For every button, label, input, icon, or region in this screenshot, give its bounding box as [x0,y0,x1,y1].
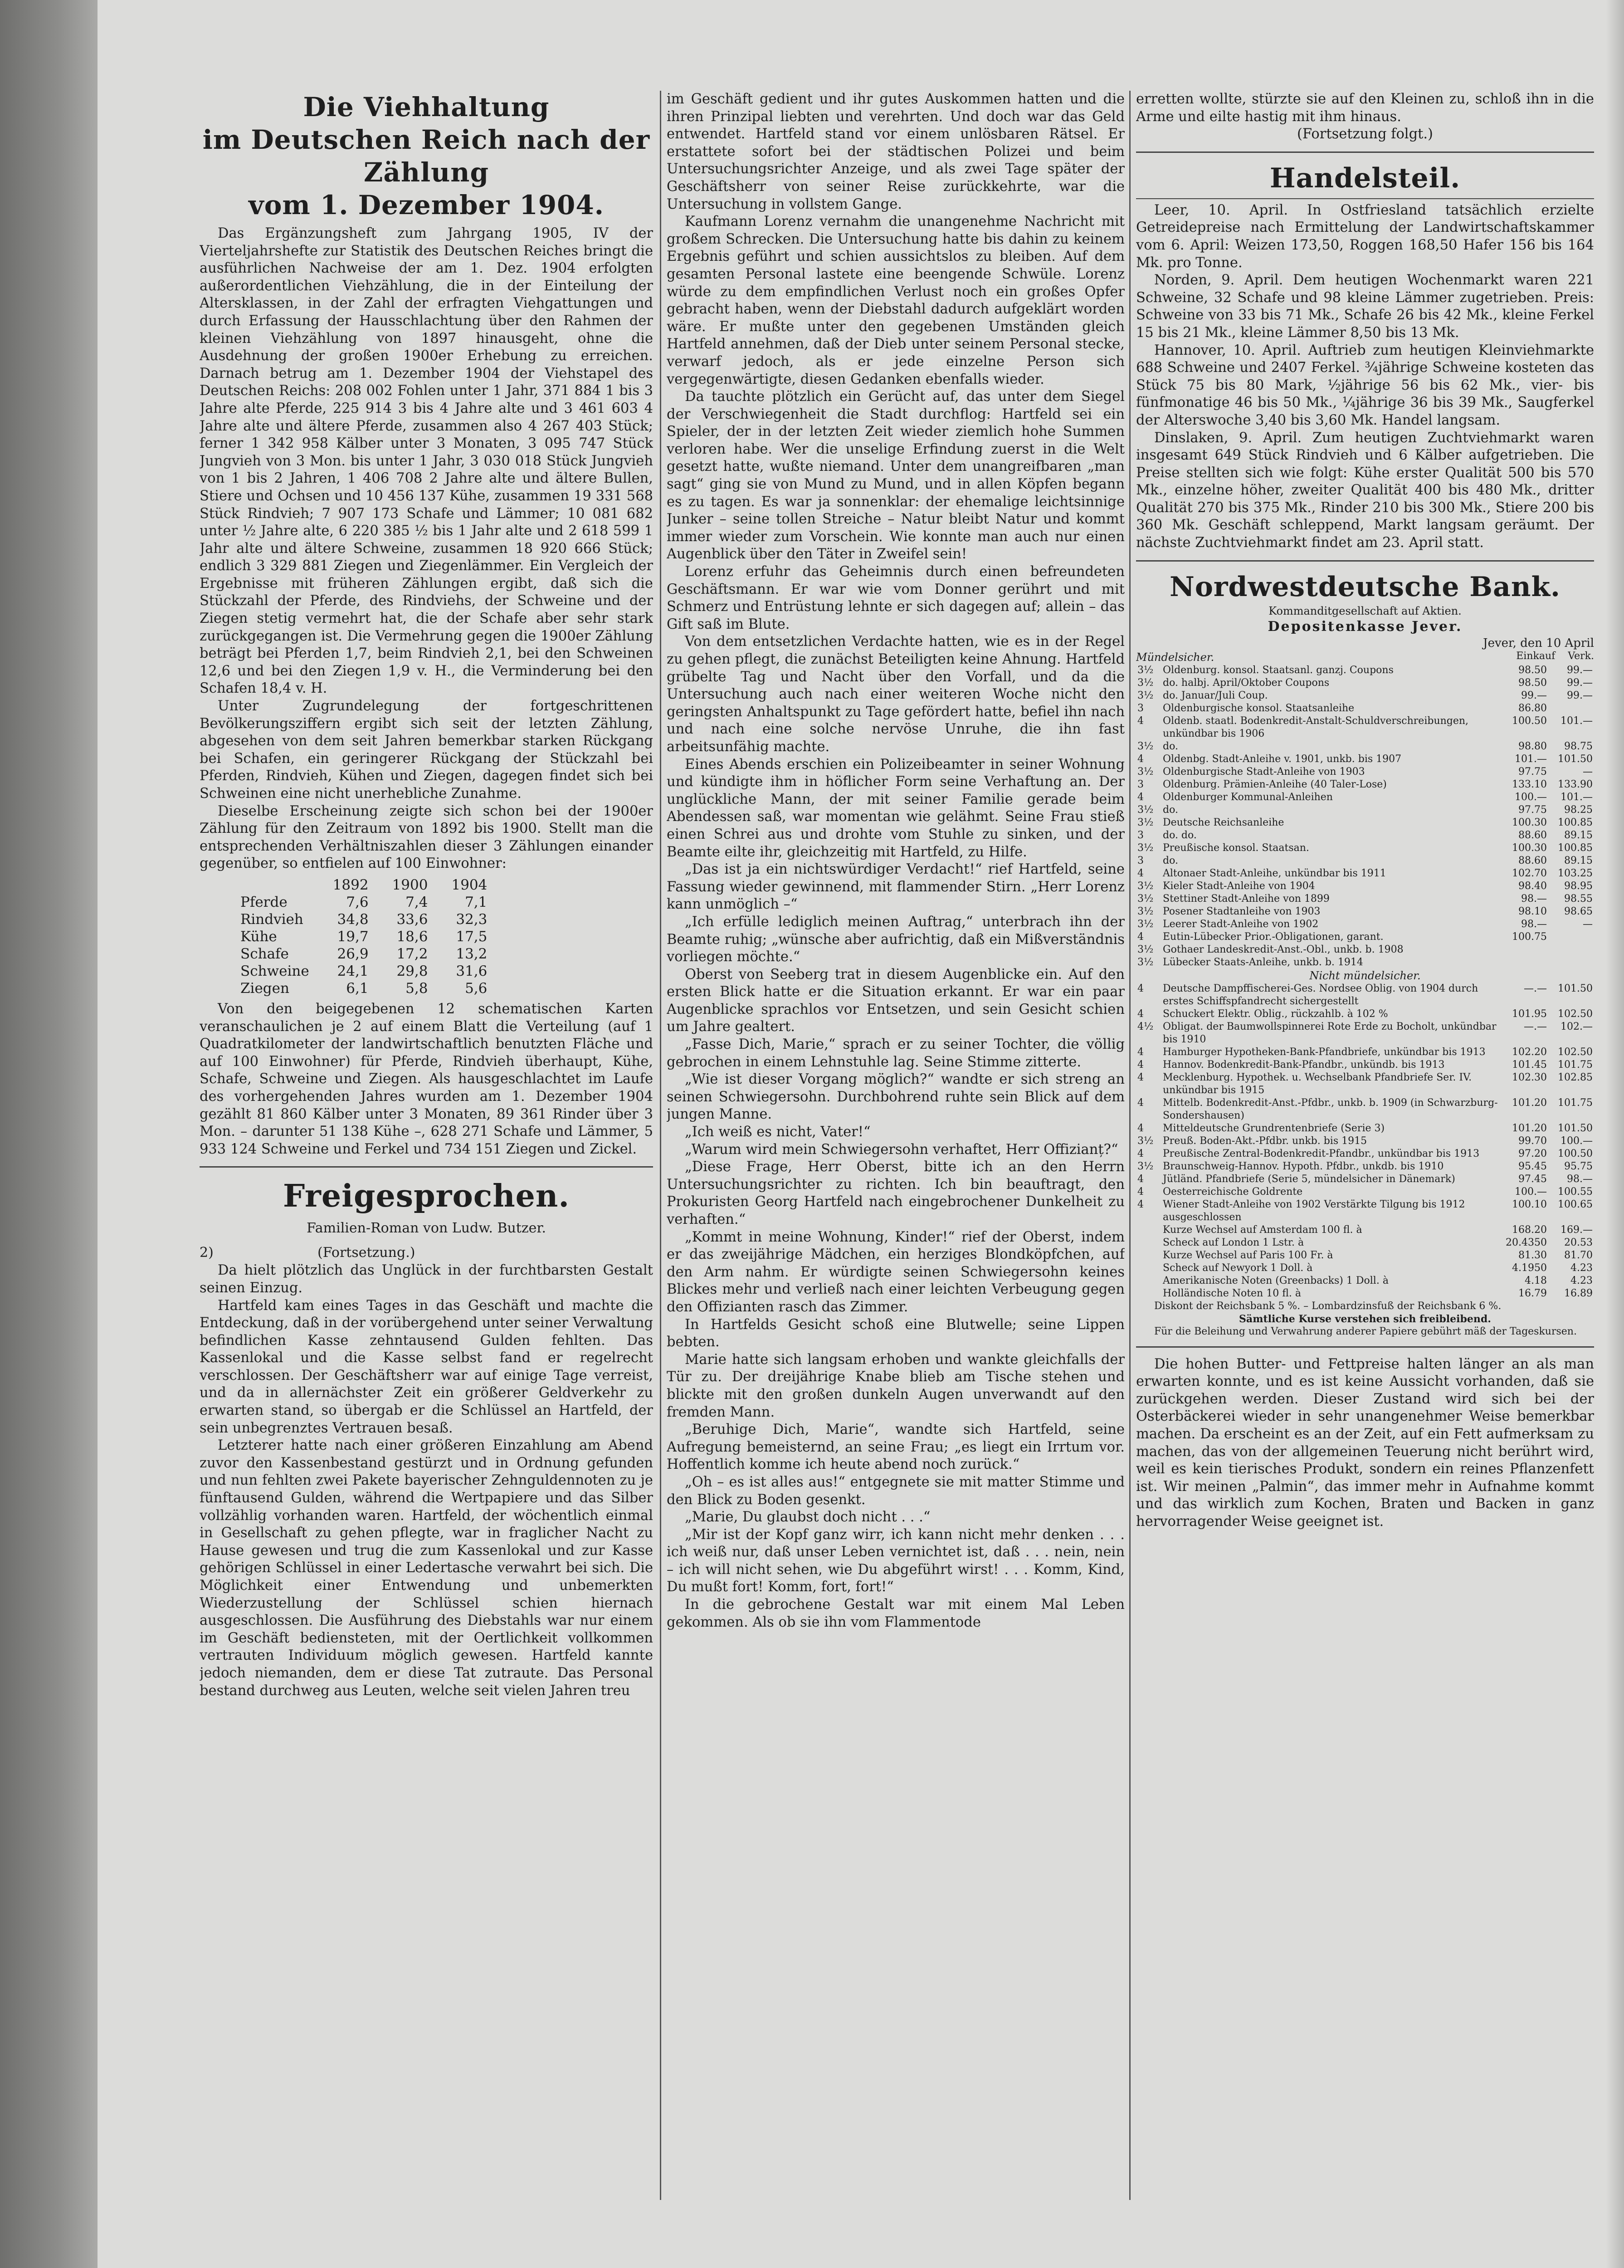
security-name: Oldenburger Kommunal-Anleihen [1163,791,1333,803]
buy-price: 4.1950 [1512,1262,1547,1274]
novel-paragraph: „Wie ist dieser Vorgang möglich?“ wandte er sich streng an seinen Schwiegersohn. Durchbohrend ruhte sein Blick auf dem jungen Manne. [667,1071,1125,1123]
sell-price: — [1583,918,1593,930]
section-divider [200,1166,653,1168]
buy-price: 4.18 [1525,1275,1547,1286]
table-row [1136,893,1594,905]
continuation-note: (Fortsetzung folgt.) [1297,126,1433,142]
table-row [1136,677,1594,689]
interest-rate: 3½ [1137,677,1154,689]
security-name: Eutin-Lübecker Prior.-Obligationen, garant. [1163,931,1384,943]
table-row: Ziegen 6,1 5,8 5,6 [240,980,488,997]
buy-price: 101.— [1515,753,1547,765]
butter-notice: Die hohen Butter- und Fettpreise halten länger an als man erwarten konnte, und es ist keine Aussicht vorhanden, daß sie zurückgehen werden. Dieser Zustand wird sich bei der Osterbäckerei wieder in sehr unangenehmer Weise bemerkbar machen. Da erscheint es an der Zeit, auf ein Fett aufmerksam zu machen, das von der allgemeinen Teuerung nicht berührt wird, weil es kein tierisches Produkt, sondern ein reines Pflanzenfett ist. Wir meinen „Palmin“, das immer mehr in Aufnahme kommt und das wirklich zum Kochen, Braten und Backen in ganz hervorragender Weise geeignet ist. [1136,1356,1594,1530]
market-report: Norden, 9. April. Dem heutigen Wochenmarkt waren 221 Schweine, 32 Schafe und 98 kleine Lämmer zugetrieben. Preis: Schweine von 33 bis 71 Mk., Schafe 26 bis 42 Mk., kleine Ferkel 15 bis 21 Mk., kleine Lämmer 8,50 bis 13 Mk. [1136,272,1594,341]
novel-installment-line [200,1244,653,1262]
sell-price: 102.50 [1558,1046,1593,1058]
table-row [1136,766,1594,778]
sell-price: 101.— [1561,791,1593,803]
novel-paragraph: Eines Abends erschien ein Polizeibeamter in seiner Wohnung und kündigte ihm in höflicher Form seine Verhaftung an. Der unglückliche Mann, der mit seiner Familie gerade beim Abendessen saß, war momentan wie gelähmt. Seine Frau stieß einen Schrei aus und drohte vom Stuhle zu sinken, und der Beamte eilte ihr, gleichzeitig mit Hartfeld, zu Hilfe. [667,756,1125,860]
table-row [1136,664,1594,677]
page-edge [1606,0,1624,2268]
interest-rate: 4 [1137,715,1144,727]
novel-paragraph: „Warum wird mein Schwiegersohn verhaftet, Herr Offizianț?“ [685,1141,1118,1158]
section-divider [1136,152,1594,153]
interest-rate [1136,1249,1161,1262]
table-row [1136,956,1594,969]
sell-price: 99.— [1567,664,1593,676]
interest-rate: 3½ [1137,905,1154,917]
security-name: Obligat. der Baumwollspinnerei Rote Erde zu Bocholt, unkündbar bis 1910 [1163,1021,1497,1045]
table-row [1136,855,1594,867]
novel-paragraph: Hartfeld kam eines Tages in das Geschäft und machte die Entdeckung, daß in der vorübergehend unter seiner Verwaltung befindlichen Kasse zehntausend Gulden fehlten. Das Kassenlokal und die Kasse selbst fand er regelrecht verschlossen. Der Geschäftsherr war auf einige Tage verreist, und da in allernächster Zeit ein größerer Geldverkehr zu erwarten stand, so übergab er die Schlüssel an Hartfeld, der sein unbegrenztes Vertrauen besaß. [200,1297,653,1436]
sell-price: 99.— [1567,689,1593,701]
security-name: Gothaer Landeskredit-Anst.-Obl., unkb. b. 1908 [1163,943,1404,955]
sell-price: 102.— [1561,1021,1593,1032]
buy-price: 97.45 [1518,1173,1547,1185]
interest-rate: 4 [1137,1186,1144,1198]
novel-paragraph: Da hielt plötzlich das Unglück in der furchtbarsten Gestalt seinen Einzug. [200,1262,653,1296]
handelsteil-title: Handelsteil. [1269,162,1461,194]
table-row [1136,1160,1594,1173]
buy-price: 86.80 [1518,702,1547,714]
buy-price: 133.10 [1512,778,1547,790]
security-name: Deutsche Reichsanleihe [1163,816,1284,828]
table-row: Kühe 19,7 18,6 17,5 [240,928,488,945]
table-row [1136,791,1594,804]
novel-paragraph: In die gebrochene Gestalt war mit einem Mal Leben gekommen. Als ob sie ihn vom Flammentode [667,1597,1125,1630]
interest-rate: 3½ [1137,816,1154,828]
securities-table [1136,664,1594,969]
table-year: 1892 [332,876,369,893]
buy-price: 100.30 [1512,842,1547,854]
table-row [1136,1186,1594,1198]
table-header-row [240,876,499,894]
novel-paragraph: „Das ist ja ein nichtswürdiger Verdacht!“ rief Hartfeld, seine Fassung wieder gewinnend, mit flammender Stirn. „Herr Lorenz kann unmöglich –“ [667,861,1125,913]
security-name: Kieler Stadt-Anleihe von 1904 [1163,880,1315,892]
market-report: Hannover, 10. April. Auftrieb zum heutigen Kleinviehmarkte 688 Schweine und 2407 Ferkel. ¾jährige Schweine kosteten das Stück 75 bis 80 Mark, ½jährige 56 bis 62 Mk., vier- bis fünfmonatige 46 bis 50 Mk., ¼jährige 36 bis 39 Mk., Saugferkel der Alterswoche 3,40 bis 3,60 Mk. Handel langsam. [1136,342,1594,428]
interest-rate: 4 [1137,791,1144,803]
buy-price: 102.70 [1512,867,1547,879]
interest-rate: 3½ [1137,664,1154,676]
security-name: Oldenb. staatl. Bodenkredit-Anstalt-Schuldverschreibungen, unkündbar bis 1906 [1163,715,1469,739]
securities-table [1136,982,1594,1224]
buy-price: 101.95 [1512,1008,1547,1020]
sell-price [1548,956,1594,969]
sell-price: 95.75 [1564,1160,1593,1172]
interest-rate [1136,1275,1161,1287]
security-name: Lübecker Staats-Anleihe, unkb. b. 1914 [1163,956,1363,968]
bank-footer: Diskont der Reichsbank 5 %. – Lombardzinsfuß der Reichsbank 6 %. [1154,1300,1502,1312]
interest-rate [1136,1262,1161,1275]
sell-price: 98.65 [1564,905,1593,917]
buy-price: 100.10 [1512,1198,1547,1210]
sell-price: 101.50 [1558,753,1593,765]
exchange-table [1136,1224,1594,1300]
sell-price: 100.55 [1558,1186,1593,1198]
buy-price: 81.30 [1518,1249,1547,1261]
sell-price: 101.75 [1558,1059,1593,1070]
buy-price: 88.60 [1518,829,1547,841]
novel-paragraph: im Geschäft gedient und ihr gutes Auskommen hatten und die ihren Prinzipal liebten und verehrten. Und doch war das Geld entwendet. Hartfeld stand vor einem unlösbaren Rätsel. Er erstattete sofort bei der städtischen Polizei und beim Untersuchungsrichter Anzeige, und als zwei Tage später der Geschäftsherr von seiner Reise zurückkehrte, war die Untersuchung in vollstem Gange. [667,91,1125,212]
sell-price: 4.23 [1570,1262,1593,1274]
table-row [1136,982,1594,1008]
security-name: Oldenburg. Prämien-Anleihe (40 Taler-Lose) [1163,778,1387,790]
article-paragraph: Von den beigegebenen 12 schematischen Karten veranschaulichen je 2 auf einem Blatt die Verteilung (auf 1 Quadratkilometer der landwirtschaftlich benutzten Fläche und auf 100 Einwohner) für Pferde, Rindvieh überhaupt, Kühe, Schafe, Schweine und Ziegen. Als hausgeschlachtet im Laufe des vorhergehenden Jahres wurden am 1. Dezember 1904 gezählt 81 860 Kälber unter 3 Monaten, 89 361 Rinder über 3 Mon. – darunter 51 138 Kühe –, 628 271 Schafe und Lämmer, 5 933 124 Schweine und Ferkel und 734 151 Ziegen und Zickel. [200,1001,653,1157]
interest-rate: 4 [1137,982,1144,994]
security-name: Scheck auf London 1 Lstr. à [1163,1237,1304,1248]
security-name: Mecklenburg. Hypothek. u. Wechselbank Pfandbriefe Ser. IV. unkündbar bis 1915 [1163,1071,1472,1096]
interest-rate: 3 [1137,778,1144,790]
installment-continued: (Fortsetzung.) [317,1245,415,1261]
buy-price: 99.70 [1518,1135,1547,1147]
article-title-line-2: im Deutschen Reich nach der Zählung [202,124,650,188]
sell-price: 98.75 [1564,740,1593,752]
column-3 [1136,91,1594,2245]
security-name: do. [1163,855,1178,866]
security-name: Deutsche Dampffischerei-Ges. Nordsee Oblig. von 1904 durch erstes Schiffspfandrecht sichergestellt [1163,982,1478,1007]
table-row [1136,1071,1594,1097]
novel-paragraph: Letzterer hatte nach einer größeren Einzahlung am Abend zuvor den Kassenbestand gestürzt und in Ordnung gefunden und nun fehlten zwei Pakete bayerischer Zehnguldennoten zu je fünftausend Gulden, während die Wertpapiere und das Silber vollzählig vorhanden waren. Hartfeld, der wöchentlich einmal in Gesellschaft zu gehen pflegte, war in fraglicher Nacht zu Hause gewesen und trug die zum Kassenlokal und zur Kasse gehörigen Schlüssel in einer Ledertasche verwahrt bei sich. Die Möglichkeit einer Entwendung und unbemerkten Wiederzustellung der Schlüssel schien hiernach ausgeschlossen. Die Ausführung des Diebstahls war nur einem im Geschäft bediensteten, mit der Oertlichkeit vollkommen vertrauten Individuum möglich gewesen. Hartfeld kannte jedoch niemanden, dem er diese Tat zutraute. Das Personal bestand durchweg aus Leuten, welche seit vielen Jahren treu [200,1437,653,1699]
table-row [1136,1059,1594,1071]
buy-price: 98.80 [1518,740,1547,752]
security-name: Oesterreichische Goldrente [1163,1186,1303,1198]
sell-price [1548,943,1594,956]
security-name: Mitteldeutsche Grundrentenbriefe (Serie 3) [1163,1122,1385,1134]
interest-rate: 3½ [1137,918,1154,930]
interest-rate: 4 [1137,1046,1144,1058]
buy-price [1502,943,1548,956]
table-row: Rindvieh 34,8 33,6 32,3 [240,911,488,928]
section-label: Nicht mündelsicher. [1309,969,1421,982]
table-row [1136,1008,1594,1021]
novel-paragraph: „Diese Frage, Herr Oberst, bitte ich an den Herrn Untersuchungsrichter zu richten. Ich bin beauftragt, den Prokuristen Georg Hartfeld nach eingebrochener Dunkelheit zu verhaften.“ [667,1159,1125,1227]
table-row [1136,1287,1594,1300]
security-name: Holländische Noten 10 fl. à [1163,1287,1301,1299]
market-report: Leer, 10. April. In Ostfriesland tatsächlich erzielte Getreidepreise nach Ermittelung der Landwirtschaftskammer vom 6. April: Weizen 173,50, Roggen 168,50 Hafer 156 bis 164 Mk. pro Tonne. [1136,202,1594,271]
section-label: Mündelsicher. [1136,650,1214,664]
novel-paragraph: „Ich weiß es nicht, Vater!“ [685,1124,871,1140]
interest-rate: 3½ [1137,1160,1154,1172]
security-name: Preuß. Boden-Akt.-Pfdbr. unkb. bis 1915 [1163,1135,1367,1147]
novel-paragraph: „Fasse Dich, Marie,“ sprach er zu seiner Tochter, die völlig gebrochen in einem Lehnstuhle lag. Seine Stimme zitterte. [667,1036,1125,1070]
table-row [1136,1275,1594,1287]
sell-price: 169.— [1561,1224,1593,1236]
interest-rate: 3 [1137,702,1144,714]
column-2 [667,91,1125,2245]
table-row [1136,1046,1594,1059]
novel-paragraph: In Hartfelds Gesicht schoß eine Blutwelle; seine Lippen bebten. [667,1316,1125,1350]
sell-price: 100.65 [1558,1198,1593,1210]
sell-price [1548,702,1594,715]
table-row [1136,1173,1594,1186]
market-report: Dinslaken, 9. April. Zum heutigen Zuchtviehmarkt waren insgesamt 649 Stück Rindvieh und 6 Kälber aufgetrieben. Die Preise stellten sich wie folgt: Kühe erster Qualität 500 bis 570 Mk., einzelne höher, zweiter Qualität 400 bis 480 Mk., dritter Qualität 270 bis 375 Mk., Rinder 210 bis 300 Mk., Stiere 200 bis 360 Mk. Geschäft schleppend, Markt langsam geräumt. Der nächste Zuchtviehmarkt findet am 23. April statt. [1136,430,1594,551]
security-name: Hamburger Hypotheken-Bank-Pfandbriefe, unkündbar bis 1913 [1163,1046,1486,1058]
column-header-labels [1516,650,1594,664]
col-verkauf: Verk. [1568,650,1594,662]
table-row [1136,715,1594,740]
article-paragraph: Unter Zugrundelegung der fortgeschrittenen Bevölkerungsziffern ergibt sich seit der letzten Zählung, abgesehen von dem seit Jahren bemerkbar starken Rückgang bei Schafen, ein geringerer Rückgang der Stückzahl bei Pferden, Rindvieh, Kühen und Ziegen, dagegen findet sich bei Schweinen eine nicht unerhebliche Zunahme. [200,698,653,802]
buy-price: —.— [1524,1021,1547,1032]
sell-price: 102.50 [1558,1008,1593,1020]
sell-price: 101.— [1561,715,1593,727]
bank-footer: Sämtliche Kurse verstehen sich freibleibend. [1239,1313,1491,1325]
buy-price: 98.— [1521,918,1547,930]
buy-price: 97.20 [1518,1148,1547,1159]
novel-paragraph: „Ich erfülle lediglich meinen Auftrag,“ unterbrach ihn der Beamte ruhig; „wünsche aber aufrichtig, daß ein Mißverständnis vorliegen möchte.“ [667,914,1125,965]
interest-rate: 4 [1137,1008,1144,1020]
buy-price [1502,956,1548,969]
novel-paragraph: „Marie, Du glaubst doch nicht . . .“ [685,1509,931,1525]
table-row [1136,931,1594,943]
security-name: Oldenburgische Stadt-Anleihe von 1903 [1163,766,1365,777]
security-name: Preußische konsol. Staatsan. [1163,842,1309,854]
buy-price: 101.20 [1512,1122,1547,1134]
table-row [1136,829,1594,842]
table-row [1136,778,1594,791]
buy-price: 98.— [1521,893,1547,904]
interest-rate: 3½ [1137,804,1154,816]
buy-price: 16.79 [1518,1287,1547,1299]
sell-price: 4.23 [1570,1275,1593,1286]
table-row [1136,1021,1594,1046]
sell-price: 133.90 [1558,778,1593,790]
table-year: 1904 [451,876,488,893]
interest-rate [1136,1287,1161,1300]
security-name: Kurze Wechsel auf Amsterdam 100 fl. à [1163,1224,1362,1236]
section-divider [1136,1346,1594,1348]
article-paragraph: Das Ergänzungsheft zum Jahrgang 1905, IV der Vierteljahrshefte zur Statistik des Deutschen Reiches bringt die ausführlichen Nachweise der am 1. Dez. 1904 erfolgten außerordentlichen Viehzählung, die in der Einteilung der Altersklassen, in der Zahl der erfragten Viehgattungen und durch Erfassung der Hausschlachtung über den Rahmen der kleinen Viehzählung von 1897 hinausgeht, ohne die Ausdehnung der großen 1900er Erhebung zu erreichen. Darnach betrug am 1. Dezember 1904 der Viehstapel des Deutschen Reichs: 208 002 Fohlen unter 1 Jahr, 371 884 1 bis 3 Jahre alte Pferde, 225 914 3 bis 4 Jahre alte und 3 461 603 4 Jahre alte und ältere Pferde, zusammen also 4 267 403 Stück; ferner 1 342 958 Kälber unter 3 Monaten, 3 095 747 Stück Jungvieh von 3 Mon. bis unter 1 Jahr, 3 030 018 Stück Jungvieh von 1 bis 2 Jahren, 1 406 708 2 Jahre alte und ältere Bullen, Stiere und Ochsen und 10 456 137 Kühe, zusammen 19 331 568 Stück Rindvieh; 7 907 173 Schafe und Lämmer; 10 081 682 unter ½ Jahre alte, 6 220 385 ½ bis 1 Jahr alte und 2 618 599 1 Jahr alte und ältere Schweine, zusammen 18 920 666 Stück; endlich 3 329 881 Ziegen und Ziegenlämmer. Ein Vergleich der Ergebnisse mit früheren Zählungen ergibt, daß sich die Stückzahl der Pferde, des Rindviehs, der Schweine und der Ziegen stetig vermehrt hat, die der Schafe aber sehr stark zurückgegangen ist. Die Vermehrung gegen die 1900er Zählung beträgt bei Pferden 1,7, beim Rindvieh 2,1, bei den Schweinen 12,6 und bei den Ziegen 1,9 v. H., die Verminderung bei den Schafen 18,4 v. H. [200,225,653,697]
sell-price: 81.70 [1564,1249,1593,1261]
buy-price: 88.60 [1518,855,1547,866]
security-name: Preußische Zentral-Bodenkredit-Pfandbr., unkündbar bis 1913 [1163,1148,1480,1159]
table-row [1136,689,1594,702]
security-name: do. [1163,804,1178,816]
bank-office: Depositenkasse Jever. [1268,618,1463,635]
sell-price: 89.15 [1564,855,1593,866]
novel-paragraph: Oberst von Seeberg trat in diesem Augenblicke ein. Auf den ersten Blick hatte er die Situation erkannt. Er war ein paar Augenblicke sprachlos vor Entsetzen, und sein Gesicht schien um Jahre gealtert. [667,966,1125,1035]
interest-rate: 3½ [1137,766,1154,777]
buy-price: 100.50 [1512,715,1547,727]
sell-price: 103.25 [1558,867,1593,879]
interest-rate: 3½ [1137,842,1154,854]
buy-price: 100.75 [1512,931,1547,943]
column-rule [1129,91,1131,2200]
interest-rate: 4 [1137,1059,1144,1070]
section-divider [1136,198,1594,199]
interest-rate: 4 [1137,1071,1144,1083]
table-row: Pferde 7,6 7,4 7,1 [240,894,488,910]
security-name: do. do. [1163,829,1197,841]
sell-price: 101.50 [1558,1122,1593,1134]
table-row [1136,1249,1594,1262]
interest-rate [1136,1237,1161,1249]
sell-price: 102.85 [1558,1071,1593,1083]
sell-price: 98.95 [1564,880,1593,892]
interest-rate: 3 [1137,829,1144,841]
sell-price: 100.50 [1558,1148,1593,1159]
security-name: Hannov. Bodenkredit-Bank-Pfandbr., unkündb. bis 1913 [1163,1059,1445,1070]
table-row [1136,702,1594,715]
security-name: Kurze Wechsel auf Paris 100 Fr. à [1163,1249,1333,1261]
buy-price: 99.— [1521,689,1547,701]
interest-rate [1136,1224,1161,1237]
table-row [1136,1148,1594,1160]
table-row [1136,880,1594,893]
table-row [1136,842,1594,855]
table-row [1136,867,1594,880]
buy-price: 102.30 [1512,1071,1547,1083]
buy-price: 97.75 [1518,804,1547,816]
table-row [1136,1198,1594,1224]
security-name: Braunschweig-Hannov. Hypoth. Pfdbr., unkdb. bis 1910 [1163,1160,1444,1172]
interest-rate: 4 [1137,1198,1144,1210]
article-title-line-3: vom 1. Dezember 1904. [249,190,604,220]
sell-price: 98.55 [1564,893,1593,904]
buy-price: 95.45 [1518,1160,1547,1172]
interest-rate: 4 [1137,931,1144,943]
novel-paragraph: „Oh – es ist alles aus!“ entgegnete sie mit matter Stimme und den Blick zu Boden gesenkt. [667,1474,1125,1508]
table-row [1136,740,1594,753]
sell-price: — [1583,766,1593,777]
table-row: Schafe 26,9 17,2 13,2 [240,945,488,962]
interest-rate: 4 [1137,867,1144,879]
buy-price: 101.20 [1512,1097,1547,1109]
novel-paragraph: „Kommt in meine Wohnung, Kinder!“ rief der Oberst, indem er das zweijährige Mädchen, ein herziges Blondköpfchen, auf den Arm nahm. Er würdigte seinen Schwiegersohn keines Blickes mehr und verließ nach einer leichten Verbeugung gegen den Offizianten rasch das Zimmer. [667,1229,1125,1315]
livestock-ratio-table [240,876,499,997]
security-name: Altonaer Stadt-Anleihe, unkündbar bis 1911 [1163,867,1386,879]
novel-paragraph: Lorenz erfuhr das Geheimnis durch einen befreundeten Geschäftsmann. Er war wie vom Donner gerührt und mit Schmerz und Entrüstung lehnte er sich dagegen auf; allein – das Gift saß im Blute. [667,564,1125,632]
interest-rate: 3½ [1137,689,1154,701]
sell-price: 99.— [1567,677,1593,689]
table-row: Schweine 24,1 29,8 31,6 [240,963,488,979]
sell-price: 16.89 [1564,1287,1593,1299]
bank-title: Nordwestdeutsche Bank. [1170,571,1561,603]
buy-price: 98.50 [1518,664,1547,676]
buy-price: 101.45 [1512,1059,1547,1070]
table-row [1136,905,1594,918]
column-rule [660,91,661,2200]
table-row [1136,1135,1594,1148]
security-name: Amerikanische Noten (Greenbacks) 1 Doll. à [1163,1275,1389,1286]
security-name: do. [1163,740,1178,752]
installment-number: 2) [200,1245,214,1261]
buy-price: 100.30 [1512,816,1547,828]
table-row [1136,943,1594,956]
interest-rate: 3 [1137,855,1144,866]
novel-paragraph: Da tauchte plötzlich ein Gerücht auf, das unter dem Siegel der Verschwiegenheit die Stadt durchflog: Hartfeld sei ein Spieler, der in der letzten Zeit wieder ziemlich hohe Summen verloren habe. Wer die unselige Erfindung zuerst in die Welt gesetzt hatte, wußte niemand. Unter dem unangreifbaren „man sagt“ ging sie von Mund zu Mund, und in allen Köpfen begann es zu tagen. Es war ja sonnenklar: der ehemalige leichtsinnige Junker – seine tollen Streiche – Natur bleibt Natur und kommt immer wieder zum Vorschein. Wie konnte man auch nur einen Augenblick über den Täter in Zweifel sein! [667,389,1125,562]
buy-price: 97.75 [1518,766,1547,777]
table-row [1136,1237,1594,1249]
buy-price: 102.20 [1512,1046,1547,1058]
buy-price: 98.50 [1518,677,1547,689]
article-paragraph: Dieselbe Erscheinung zeigte sich schon bei der 1900er Zählung für den Zeitraum von 1892 bis 1900. Stellt man die entsprechenden Verhältniszahlen dieser 3 Zählungen einander gegenüber, so entfielen auf 100 Einwohner: [200,803,653,872]
buy-price: 100.— [1515,1186,1547,1198]
novel-paragraph: Von dem entsetzlichen Verdachte hatten, wie es in der Regel zu gehen pflegt, die zunächst Beteiligten keine Ahnung. Hartfeld grübelte Tag und Nacht über den Vorfall, und da die Untersuchung auch nach einer weiteren Woche nicht den geringsten Anhaltspunkt zu Tage gefördert hatte, befiel ihn nach und nach eine solche nervöse Unruhe, die ihn fast arbeitsunfähig machte. [667,634,1125,755]
sell-price: 101.75 [1558,1097,1593,1109]
interest-rate: 4 [1137,1097,1144,1109]
table-row [1136,1122,1594,1135]
section-divider [1136,560,1594,562]
sell-price: 89.15 [1564,829,1593,841]
table-year: 1900 [392,876,428,893]
novel-paragraph: Marie hatte sich langsam erhoben und wankte gleichfalls der Tür zu. Der dreijährige Knabe blieb am Tische stehen und blickte mit den großen dunkeln Augen unverwandt auf den fremden Mann. [667,1351,1125,1420]
sell-price: 100.85 [1558,842,1593,854]
novel-paragraph: erretten wollte, stürzte sie auf den Kleinen zu, schloß ihn in die Arme und eilte hastig mit ihm hinaus. [1136,91,1594,125]
table-row [1136,1224,1594,1237]
bank-date: Jever, den 10 April [1483,636,1594,650]
security-name: Oldenbg. Stadt-Anleihe v. 1901, unkb. bis 1907 [1163,753,1402,765]
bank-column-header [1136,650,1594,664]
security-name: Schuckert Elektr. Oblig., rückzahlb. à 102 % [1163,1008,1388,1020]
interest-rate: 4 [1137,1122,1144,1134]
buy-price: 98.40 [1518,880,1547,892]
col-einkauf: Einkauf [1516,650,1556,662]
sell-price: 101.50 [1558,982,1593,994]
sell-price: 100.85 [1558,816,1593,828]
security-name: Wiener Stadt-Anleihe von 1902 Verstärkte Tilgung bis 1912 ausgeschlossen [1163,1198,1465,1223]
buy-price: 168.20 [1512,1224,1547,1236]
security-name: Oldenburg. konsol. Staatsanl. ganzj. Coupons [1163,664,1394,676]
scan-margin [0,0,98,2268]
novel-paragraph: „Beruhige Dich, Marie“, wandte sich Hartfeld, seine Aufregung bemeisternd, an seine Frau; „es liegt ein Irrtum vor. Hoffentlich komme ich heute abend noch zurück.“ [667,1422,1125,1473]
buy-price: 100.— [1515,791,1547,803]
bank-footer: Für die Beleihung und Verwahrung anderer Papiere gebührt mäß der Tageskursen. [1154,1325,1577,1337]
buy-price: 98.10 [1518,905,1547,917]
table-row [1136,804,1594,816]
interest-rate: 3½ [1137,880,1154,892]
interest-rate: 3½ [1137,893,1154,904]
article-title-line-1: Die Viehhaltung [303,92,550,122]
security-name: Leerer Stadt-Anleihe von 1902 [1163,918,1319,930]
security-name: do. halbj. April/Oktober Coupons [1163,677,1330,689]
table-row [1136,1262,1594,1275]
security-name: Mittelb. Bodenkredit-Anst.-Pfdbr., unkb. b. 1909 (in Schwarzburg-Sondershausen) [1163,1097,1498,1121]
sell-price: 100.— [1561,1135,1593,1147]
sell-price: 98.— [1567,1173,1593,1185]
table-row [1136,753,1594,766]
security-name: Jütländ. Pfandbriefe (Serie 5, mündelsicher in Dänemark) [1163,1173,1455,1185]
novel-subtitle: Familien-Roman von Ludw. Butzer. [306,1220,546,1237]
security-name: Stettiner Stadt-Anleihe von 1899 [1163,893,1330,904]
table-row [1136,816,1594,829]
table-row [1136,918,1594,931]
column-1 [200,91,653,2245]
interest-rate: 4 [1137,1148,1144,1159]
interest-rate: 3½ [1137,943,1154,955]
novel-paragraph: „Mir ist der Kopf ganz wirr, ich kann nicht mehr denken . . . ich weiß nur, daß unser Leben vernichtet ist, daß . . . nein, nein – ich will nicht sehen, wie Du abgeführt wirst! . . . Komm, Kind, Du mußt fort! Komm, fort, fort!“ [667,1526,1125,1595]
sell-price: 20.53 [1564,1237,1593,1248]
interest-rate: 3½ [1137,956,1154,968]
security-name: Posener Stadtanleihe von 1903 [1163,905,1321,917]
security-name: Oldenburgische konsol. Staatsanleihe [1163,702,1355,714]
novel-title: Freigesprochen. [283,1178,570,1215]
buy-price: —.— [1524,982,1547,994]
interest-rate: 4 [1137,1173,1144,1185]
buy-price: 20.4350 [1506,1237,1547,1248]
bank-subtitle: Kommanditgesellschaft auf Aktien. [1268,604,1462,617]
security-name: do. Januar/Juli Coup. [1163,689,1268,701]
interest-rate: 3½ [1137,1135,1154,1147]
novel-paragraph: Kaufmann Lorenz vernahm die unangenehme Nachricht mit großem Schrecken. Die Untersuchung hatte bis dahin zu keinem Ergebnis geführt und schien aussichtslos zu bleiben. Auf dem gesamten Personal lastete eine beengende Schwüle. Lorenz würde zu dem empfindlichen Verlust noch ein großes Opfer gebracht haben, wenn der Diebstahl dadurch aufgeklärt worden wäre. Er mußte unter den gegebenen Umständen gleich Hartfeld annehmen, daß der Dieb unter seinem Personal stecke, verwarf jedoch, als er jede einzelne Person sich vergegenwärtigte, diesen Gedanken ebenfalls wieder. [667,214,1125,387]
sell-price: 98.25 [1564,804,1593,816]
sell-price [1548,931,1594,943]
interest-rate: 3½ [1137,740,1154,752]
interest-rate: 4 [1137,753,1144,765]
table-row [1136,1097,1594,1122]
interest-rate: 4½ [1137,1021,1154,1032]
security-name: Scheck auf Newyork 1 Doll. à [1163,1262,1313,1274]
